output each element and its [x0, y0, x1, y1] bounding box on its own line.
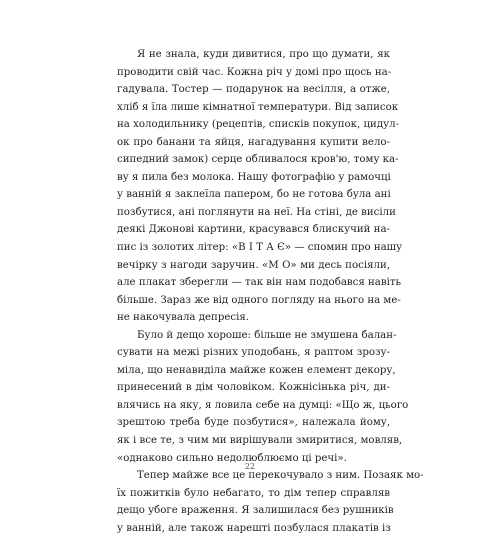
text-line: позбутися, ані поглянути на неї. На стіні, де висіли — [117, 206, 396, 218]
text-line: їх пожитків було небагато, то дім тепер справляв — [117, 487, 390, 499]
text-line: більше. Зараз же від одного погляду на нього на ме- — [117, 294, 401, 306]
text-line: зрештою треба буде позбутися», належала йому, — [117, 417, 390, 429]
page-number: 22 — [244, 462, 256, 471]
text-line: хліб я їла лише кімнатної температури. Від записок — [117, 101, 399, 113]
text-line: проводити свій час. Кожна річ у домі про щось на- — [117, 66, 392, 78]
text-line: вечірку з нагоди заручин. «М О» ми десь посіяли, — [117, 259, 390, 271]
text-line: деякі Джонові картини, красувався блискучий на- — [117, 224, 390, 236]
text-line: не накочувала депресія. — [117, 312, 250, 324]
text-line: пис із золотих літер: «В І Т А Є» — спомин про нашу — [117, 242, 403, 254]
text-line: принесений в дім чоловіком. Кожнісінька річ, ди- — [117, 382, 390, 394]
text-line: міла, що ненавиділа майже кожен елемент декору, — [117, 364, 396, 376]
text-line: гадувала. Тостер — подарунок на весілля, а отже, — [117, 84, 390, 96]
text-line: «однаково сильно недолюблюємо ці речі». — [117, 452, 347, 464]
text-line: Тепер майже все це перекочувало з ним. Позаяк мо- — [137, 470, 424, 482]
text-line: на холодильнику (рецептів, списків покупок, цидул- — [117, 119, 400, 131]
text-line: у ванній я заклеїла папером, бо не готова була ані — [117, 189, 391, 201]
text-line: дещо убоге враження. Я залишилася без рушників — [117, 505, 394, 517]
text-line: ок про банани та яйця, нагадування купити вело- — [117, 136, 390, 148]
text-line: як і все те, з чим ми вирішували змиритися, мовляв, — [117, 435, 403, 447]
text-line: Я не знала, куди дивитися, про що думати, як — [137, 49, 390, 60]
text-line: але плакат зберегли — так він нам подобався навіть — [117, 277, 402, 289]
text-line: сувати на межі різних уподобань, я раптом зрозу- — [117, 347, 390, 359]
paragraph-2 — [117, 327, 424, 537]
text-line: влячись на яку, я ловила себе на думці: «Що ж, цього — [117, 399, 409, 411]
paragraph-1 — [117, 46, 403, 327]
text-line: сипедний замок) серце обливалося кров'ю, тому ка- — [117, 154, 399, 166]
text-line: у ванній, але також нарешті позбулася плакатів із — [117, 522, 391, 534]
text-line: ву я пила без молока. Нашу фотографію у рамочці — [117, 171, 391, 183]
text-line: Було й дещо хороше: більше не змушена балан- — [137, 329, 397, 341]
